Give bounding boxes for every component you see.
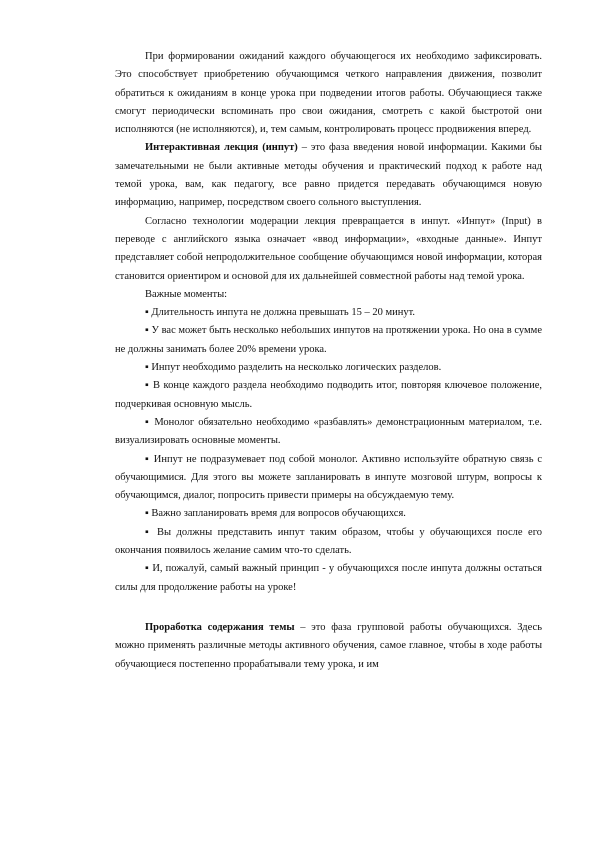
document-body [115,48,542,674]
paragraph-interactive-lecture [115,139,542,212]
bullet-item: ▪ Вы должны представить инпут таким образом, чтобы у обучающихся после его окончания появилось желание самим что-то сделать. [115,526,542,557]
term-interactive-lecture: Интерактивная лекция (инпут) [145,142,298,154]
paragraph-text: – это фаза введения новой информации. Какими бы замечательными не были активные методы обучения и практический подход к работе над темой урока, вам, как педагогу, все равно придется передавать обучающимся новую информацию, например, посредством своего сольного выступления. [115,142,542,209]
bullet-item: ▪ И, пожалуй, самый важный принцип - у обучающихся после инпута должны остаться силы для продолжение работы на уроке! [115,563,542,593]
paragraph-text: – это фаза групповой работы обучающихся. Здесь можно применять различные методы активного обучения, самое главное, чтобы в ходе работы обучающиеся постепенно прорабатывали тему урока, и им [115,621,542,670]
paragraph-input-definition: Согласно технологии модерации лекция превращается в инпут. «Инпут» (Input) в переводе с английского языка означает «ввод информации», «входные данные». Инпут представляет собой непродолжительное сообщение обучающимся новой информации, которая становится ориентиром и основой для их дальнейшей совместной работы над темой урока. [115,215,542,282]
bullet-item: ▪ В конце каждого раздела необходимо подводить итог, повторяя ключевое положение, подчеркивая основную мысль. [115,380,542,410]
bullet-item: ▪ Инпут не подразумевает под собой монолог. Активно используйте обратную связь с обучающимися. Для этого вы можете запланировать в инпуте мозговой штурм, вопросы к обучающимся, диалог, попросить привести примеры на обсуждаемую тему. [115,453,542,502]
bullet-item: ▪ Инпут необходимо разделить на несколько логических разделов. [145,362,442,374]
bullet-item: ▪ Длительность инпута не должна превышать 15 – 20 минут. [145,307,416,319]
term-topic-elaboration: Проработка содержания темы [145,621,295,633]
bullet-item: ▪ Монолог обязательно необходимо «разбавлять» демонстрационным материалом, т.е. визуализировать основные моменты. [115,416,542,447]
bullet-item: ▪ Важно запланировать время для вопросов обучающихся. [145,508,406,520]
paragraph-topic-elaboration [115,619,542,674]
paragraph-expectations: При формировании ожиданий каждого обучающегося их необходимо зафиксировать. Это способствует приобретению обучающимся четкого направления движения, позволит обратиться к ожиданиям в конце урока при подведении итогов работы. Обучающиеся также смогут периодически вспоминать про свои ожидания, смотреть с какой быстротой они исполняются (не исполняются), и, тем самым, контролировать процесс продвижения вперед. [115,51,542,136]
bullet-item: ▪ У вас может быть несколько небольших инпутов на протяжении урока. Но она в сумме не должны занимать более 20% времени урока. [115,325,542,355]
important-points-heading: Важные моменты: [145,288,228,300]
